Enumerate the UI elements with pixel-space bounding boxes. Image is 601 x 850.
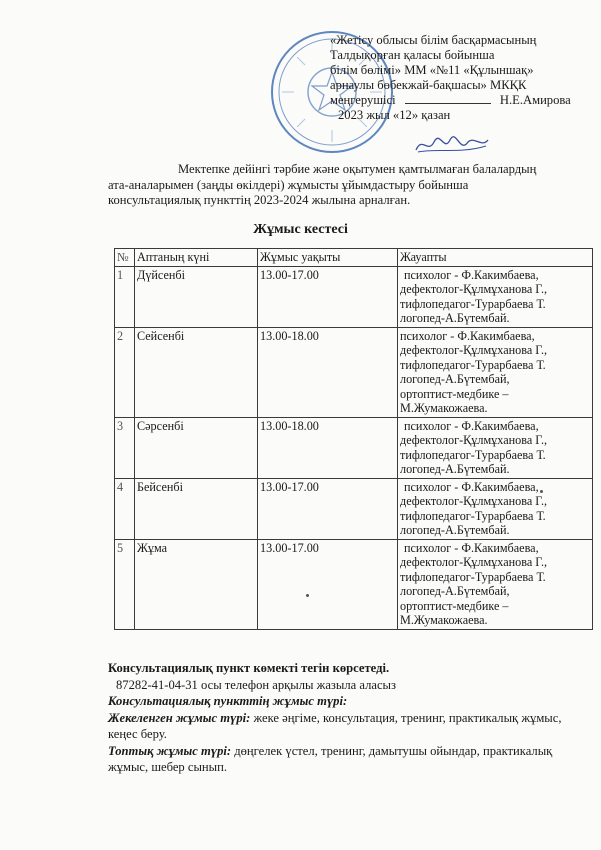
staff-line: тифлопедагог-Турарбаева Т. [400,447,546,462]
row-time: 13.00-18.00 [258,417,398,478]
row-time: 13.00-17.00 [258,266,398,327]
scan-speck [306,594,309,597]
staff-line: дефектолог-Құлмұханова Г., [400,282,548,296]
row-staff [398,327,593,417]
table-row [115,539,593,629]
notes-block [108,660,588,776]
row-staff [398,539,593,629]
row-number: 3 [115,417,135,478]
row-number: 4 [115,478,135,539]
staff-line: ортоптист-медбике – [400,598,509,613]
staff-line: психолог - Ф.Какимбаева, [404,479,539,494]
approval-line: Талдықорған қаласы бойынша [330,48,495,62]
group-label: Топтық жұмыс түрі: [108,743,232,758]
row-staff [398,417,593,478]
staff-line: тифлопедагог-Турарбаева Т. [400,357,546,372]
group-work-note [108,743,588,776]
row-day: Жұма [135,539,258,629]
table-header-row [115,249,593,267]
table-row [115,327,593,417]
individual-label: Жекеленген жұмыс түрі: [108,710,251,725]
individual-text: жеке әңгіме, консультация, тренинг, практикалық жұмыс, кеңес беру. [108,710,562,741]
staff-line: тифлопедагог-Турарбаева Т. [400,296,546,311]
approval-date: 2023 жыл «12» қазан [338,108,451,122]
staff-line: дефектолог-Құлмұханова Г., [400,555,548,569]
staff-line: дефектолог-Құлмұханова Г., [400,433,548,447]
staff-line: ортоптист-медбике – [400,386,509,401]
staff-line: дефектолог-Құлмұханова Г., [400,494,548,508]
approval-line: «Жетісу облысы білім басқармасының [330,33,537,47]
intro-paragraph [108,162,578,209]
signature-icon [412,132,492,158]
row-staff [398,478,593,539]
header-responsible: Жауапты [398,249,593,267]
intro-line: Мектепке дейінгі тәрбие және оқытумен қамтылмаған балалардың [178,162,537,176]
staff-line: психолог - Ф.Какимбаева, [404,540,539,555]
row-day: Дүйсенбі [135,266,258,327]
approval-head-line [330,93,598,108]
row-number: 2 [115,327,135,417]
staff-line: логопед-А.Бүтембай, [400,372,510,386]
free-help-note: Консультациялық пункт көмекті тегін көрсетеді. [108,661,390,675]
table-row [115,417,593,478]
scan-speck [540,490,543,493]
work-types-title: Консультациялық пункттің жұмыс түрі: [108,694,348,708]
staff-line: логопед-А.Бүтембай, [400,584,510,598]
row-day: Бейсенбі [135,478,258,539]
approval-head-title: меңгерушісі [330,93,396,107]
table-row [115,266,593,327]
staff-line: логопед-А.Бүтембай. [400,311,510,325]
staff-line: логопед-А.Бүтембай. [400,523,510,537]
staff-line: психолог - Ф.Какимбаева, [404,418,539,433]
row-staff [398,266,593,327]
individual-work-note [108,710,588,743]
schedule-title: Жұмыс кестесі [253,222,348,237]
table-row [115,478,593,539]
staff-line: М.Жумакожаева. [400,401,488,415]
approval-line: арнаулы бөбекжай-бақшасы» МКҚК [330,78,527,92]
row-day: Сейсенбі [135,327,258,417]
staff-line: психолог - Ф.Какимбаева, [404,267,539,282]
row-time: 13.00-17.00 [258,539,398,629]
row-time: 13.00-17.00 [258,478,398,539]
intro-line: консультациялық пункттің 2023-2024 жылына арналған. [108,193,411,207]
header-time: Жұмыс уақыты [258,249,398,267]
staff-line: дефектолог-Құлмұханова Г., [400,343,548,357]
approval-head-name: Н.Е.Амирова [499,93,571,107]
staff-line: тифлопедагог-Турарбаева Т. [400,508,546,523]
row-number: 5 [115,539,135,629]
staff-line: психолог - Ф.Какимбаева, [400,328,535,343]
header-number: № [115,249,135,267]
row-number: 1 [115,266,135,327]
intro-line: ата-аналарымен (заңды өкілдері) жұмысты ұйымдастыру бойынша [108,177,469,192]
phone-note: 87282-41-04-31 осы телефон арқылы жазыла аласыз [116,677,396,692]
header-day: Аптаның күні [135,249,258,267]
staff-line: тифлопедагог-Турарбаева Т. [400,569,546,584]
row-day: Сәрсенбі [135,417,258,478]
staff-line: М.Жумакожаева. [400,613,488,627]
approval-line: білім бөлімі» ММ «№11 «Құлыншақ» [330,63,534,77]
row-time: 13.00-18.00 [258,327,398,417]
schedule-table [114,248,593,630]
approval-block [330,33,598,123]
group-text: дөңгелек үстел, тренинг, дамытушы ойындар, практикалық жұмыс, шебер сынып. [108,743,553,774]
staff-line: логопед-А.Бүтембай. [400,462,510,476]
